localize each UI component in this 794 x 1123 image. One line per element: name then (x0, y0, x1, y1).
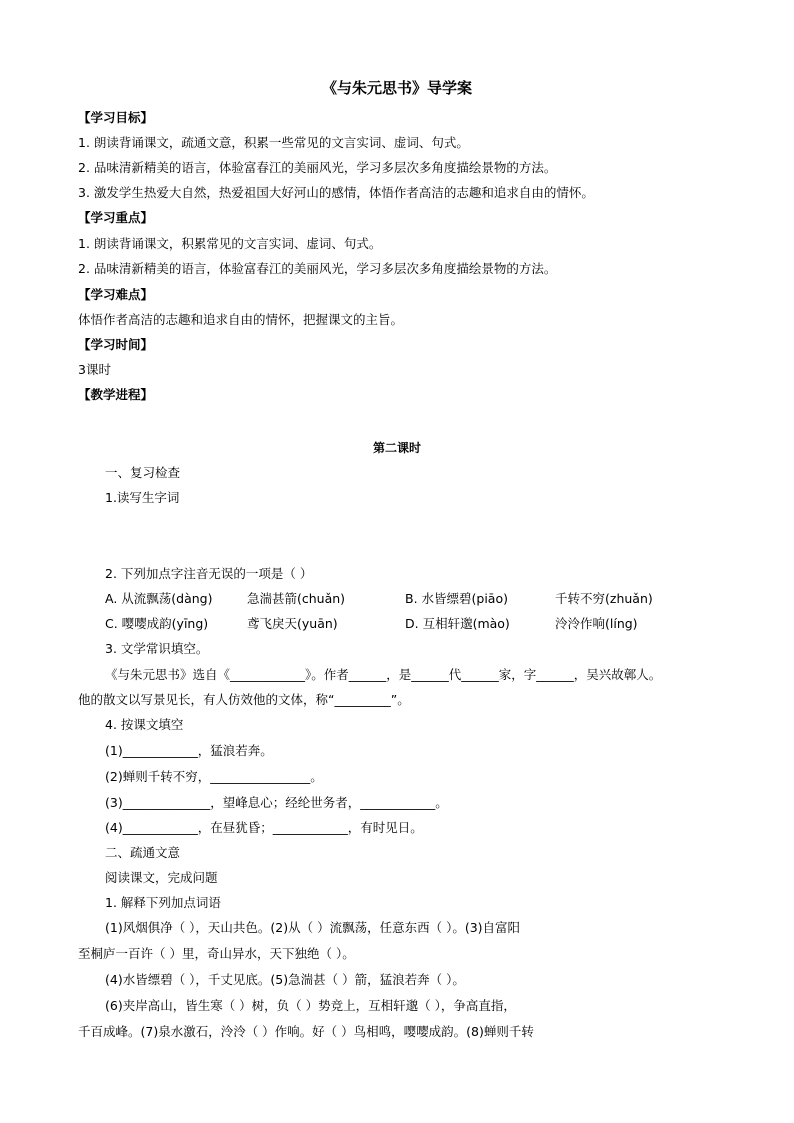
review-heading: 一、复习检查 (105, 465, 181, 480)
option-c-part2: 鸢飞戾天(yuān) (247, 616, 338, 631)
time-header: 【学习时间】 (78, 337, 154, 352)
literature-fill-line: 他的散文以写景见长，有人仿效他的文体，称“_________”。 (78, 692, 410, 707)
text-fill-line: (4)____________，在昼犹昏；____________，有时见日。 (105, 820, 423, 835)
option-d-part2: 泠泠作响(líng) (555, 616, 638, 631)
reading-question-1: 1. 解释下列加点词语 (105, 895, 221, 910)
lesson-title: 第二课时 (372, 441, 421, 455)
word-explain-line: 千百成峰。(7)泉水激石，泠泠（ ）作响。好（ ）鸟相鸣，嘤嘤成韵。(8)蝉则千转 (78, 1024, 534, 1039)
objective-item: 2. 品味清新精美的语言，体验富春江的美丽风光，学习多层次多角度描绘景物的方法。 (78, 160, 557, 175)
review-question-4: 4. 按课文填空 (105, 717, 184, 732)
process-header: 【教学进程】 (78, 387, 154, 402)
literature-fill-line: 《与朱元思书》选自《____________》。作者______，是______代______家，字______，吴兴故鄣人。 (105, 667, 662, 682)
option-b-part2: 千转不穷(zhuǎn) (555, 591, 653, 606)
time-text: 3课时 (78, 362, 111, 377)
reading-heading: 二、疏通文意 (105, 845, 181, 860)
option-a-part2: 急湍甚箭(chuǎn) (247, 591, 346, 606)
difficulties-header: 【学习难点】 (78, 287, 154, 302)
objectives-header: 【学习目标】 (78, 110, 154, 125)
reading-instruction: 阅读课文，完成问题 (105, 870, 218, 885)
review-question-3: 3. 文学常识填空。 (105, 641, 209, 656)
word-explain-line: (4)水皆缥碧（ ），千丈见底。(5)急湍甚（ ）箭，猛浪若奔（ ）。 (105, 972, 465, 987)
option-c-part1: C. 嘤嘤成韵(yīng) (105, 616, 209, 631)
review-question-2: 2. 下列加点字注音无误的一项是（ ） (105, 566, 313, 581)
objective-item: 1. 朗读背诵课文，疏通文意，积累一些常见的文言实词、虚词、句式。 (78, 135, 469, 150)
page-title: 《与朱元思书》导学案 (321, 79, 472, 97)
text-fill-line: (1)____________，猛浪若奔。 (105, 743, 273, 758)
key-points-header: 【学习重点】 (78, 210, 154, 225)
word-explain-line: 至桐庐一百许（ ）里，奇山异水，天下独绝（ ）。 (78, 946, 355, 961)
word-explain-line: (1)风烟俱净（ ），天山共色。(2)从（ ）流飘荡，任意东西（ ）。(3)自富阳 (105, 920, 521, 935)
objective-item: 3. 激发学生热爱大自然，热爱祖国大好河山的感情，体悟作者高洁的志趣和追求自由的情怀。 (78, 185, 594, 200)
text-fill-line: (3)______________，望峰息心；经纶世务者，____________。 (105, 795, 448, 810)
text-fill-line: (2)蝉则千转不穷，________________。 (105, 769, 323, 784)
option-a-part1: A. 从流飘荡(dàng) (105, 591, 213, 606)
key-point-item: 1. 朗读背诵课文，积累常见的文言实词、虚词、句式。 (78, 236, 382, 251)
key-point-item: 2. 品味清新精美的语言，体验富春江的美丽风光，学习多层次多角度描绘景物的方法。 (78, 261, 557, 276)
word-explain-line: (6)夹岸高山，皆生寒（ ）树，负（ ）势竞上，互相轩邈（ ），争高直指， (105, 998, 516, 1013)
option-d-part1: D. 互相轩邈(mào) (405, 616, 510, 631)
option-b-part1: B. 水皆缥碧(piāo) (405, 591, 508, 606)
review-question-1: 1.读写生字词 (105, 490, 180, 505)
difficulties-text: 体悟作者高洁的志趣和追求自由的情怀，把握课文的主旨。 (78, 312, 404, 327)
